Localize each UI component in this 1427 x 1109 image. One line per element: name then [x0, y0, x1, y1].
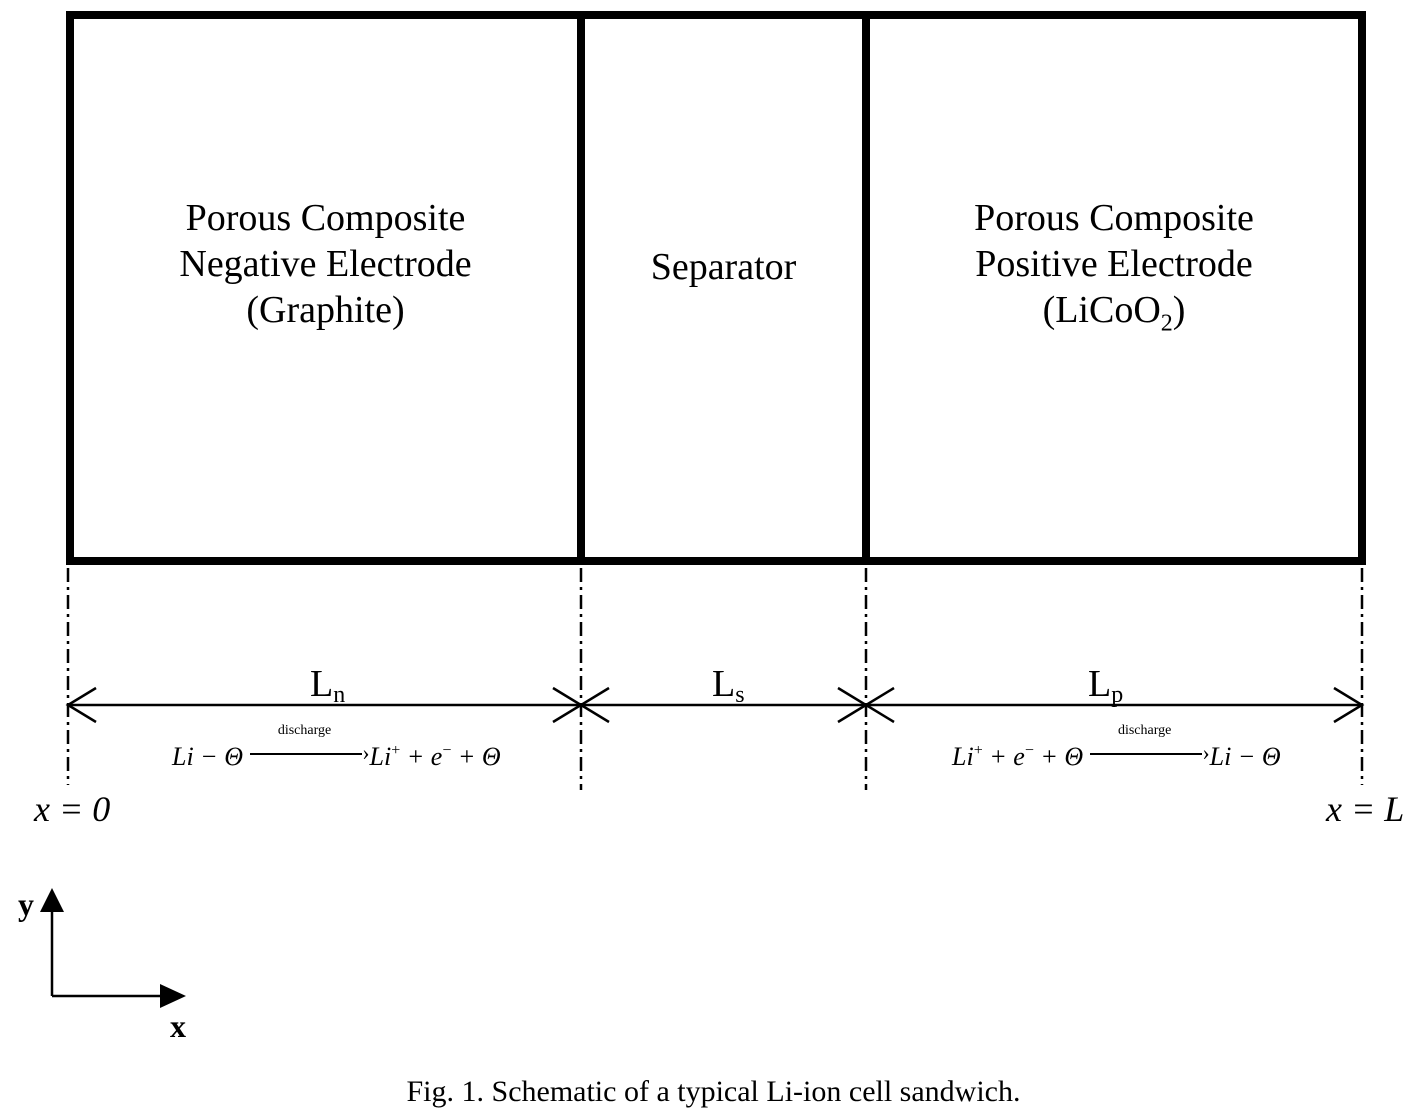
Ls-base: L — [712, 663, 736, 705]
pos-rx-rhs: Li − Θ — [1209, 742, 1281, 771]
neg-line1: Porous Composite — [185, 197, 466, 239]
pos-rx-e-sup: − — [1024, 742, 1034, 759]
dimension-Ln — [310, 662, 345, 709]
reaction-arrow: discharge › — [250, 743, 370, 763]
dimension-Lp — [1088, 662, 1123, 709]
pos-rx-end: + Θ — [1033, 742, 1084, 771]
pos-rx-arrow-label: discharge — [1117, 723, 1172, 738]
neg-rx-li-sup: + — [391, 742, 401, 759]
y-axis-label: y — [18, 886, 34, 922]
pos-rx-li: Li — [952, 742, 974, 771]
separator-label: Separator — [650, 246, 797, 288]
figure-caption: Fig. 1. Schematic of a typical Li-ion cell sandwich. — [406, 1075, 1021, 1108]
pos-rx-e: + e — [982, 742, 1025, 771]
y-axis-arrow-icon — [40, 888, 64, 912]
pos-line3-prefix: (LiCoO — [1042, 289, 1161, 331]
Lp-base: L — [1088, 663, 1112, 705]
neg-rx-arrow-label: discharge — [277, 723, 332, 738]
dimension-Ls — [712, 662, 745, 709]
pos-rx-li-sup: + — [973, 742, 983, 759]
negative-reaction — [172, 723, 501, 772]
neg-line2: Negative Electrode — [179, 243, 472, 285]
neg-rx-end: + Θ — [451, 742, 501, 771]
coordinate-axes — [40, 888, 186, 1008]
x-axis-label: x — [170, 1008, 186, 1044]
neg-rx-e-sup: − — [442, 742, 452, 759]
pos-line2: Positive Electrode — [975, 243, 1253, 285]
neg-rx-lhs: Li − Θ — [172, 742, 244, 771]
pos-line1: Porous Composite — [974, 197, 1254, 239]
x-axis-arrow-icon — [160, 984, 186, 1008]
neg-rx-li: Li — [369, 742, 392, 771]
neg-line3: (Graphite) — [246, 289, 405, 331]
Lp-sub: p — [1111, 682, 1124, 708]
pos-line3-suffix: ) — [1172, 289, 1186, 331]
position-xL: x = L — [1326, 789, 1405, 829]
Ln-sub: n — [333, 682, 346, 708]
reaction-arrow: discharge › — [1090, 743, 1210, 763]
pos-line3-sub: 2 — [1160, 310, 1173, 337]
neg-rx-e: + e — [400, 742, 443, 771]
positive-reaction — [952, 723, 1281, 772]
Ls-sub: s — [735, 682, 745, 708]
Ln-base: L — [310, 663, 334, 705]
position-x0: x = 0 — [34, 789, 111, 829]
